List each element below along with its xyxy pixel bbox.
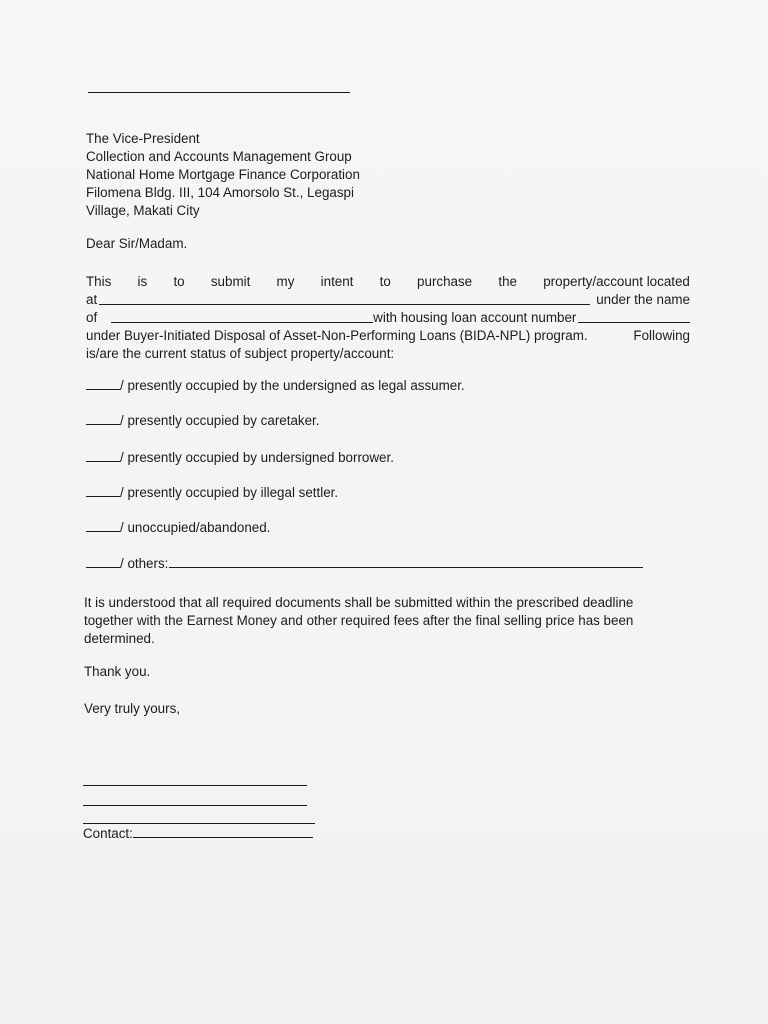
recipient-group: Collection and Accounts Management Group — [86, 149, 352, 164]
option-borrower[interactable]: / presently occupied by undersigned borrower. — [86, 450, 394, 465]
intent-line1: This is to submit my intent to purchase the property/account located — [86, 274, 690, 289]
contact-field[interactable] — [83, 826, 313, 841]
recipient-title: The Vice-President — [86, 131, 200, 146]
understanding-paragraph: It is understood that all required documents shall be submitted within the prescribed deadline together with the Earnest Money and other required fees after the final selling price has been determined. — [84, 595, 634, 646]
intent-paragraph — [86, 273, 690, 363]
checkbox-blank[interactable] — [86, 424, 120, 425]
recipient-address-line1: Filomena Bldg. III, 104 Amorsolo St., Legaspi — [86, 185, 354, 200]
intent-line5: is/are the current status of subject property/account: — [86, 346, 395, 361]
account-number-blank[interactable] — [578, 322, 690, 323]
option-others[interactable]: / others: — [86, 556, 643, 571]
others-specify-blank[interactable] — [169, 567, 643, 568]
date-line[interactable] — [88, 80, 350, 93]
intent-line3: of with housing loan account number — [86, 309, 690, 327]
checkbox-blank[interactable] — [86, 496, 120, 497]
account-name-blank[interactable] — [111, 309, 373, 323]
checkbox-blank[interactable] — [86, 389, 120, 390]
recipient-address — [86, 130, 360, 220]
option-illegal-settler[interactable]: / presently occupied by illegal settler. — [86, 485, 338, 500]
option-unoccupied[interactable]: / unoccupied/abandoned. — [86, 520, 270, 535]
checkbox-blank[interactable] — [86, 567, 120, 568]
intent-line4: under Buyer-Initiated Disposal of Asset-Non-Performing Loans (BIDA-NPL) program. Following — [86, 328, 690, 343]
checkbox-blank[interactable] — [86, 531, 120, 532]
contact-label: Contact: — [83, 826, 133, 841]
contact-blank[interactable] — [133, 837, 313, 838]
option-legal-assumer[interactable]: / presently occupied by the undersigned as legal assumer. — [86, 378, 465, 393]
address-line[interactable] — [83, 822, 315, 824]
printed-name-line[interactable] — [83, 804, 307, 806]
recipient-corporation: National Home Mortgage Finance Corporation — [86, 167, 360, 182]
recipient-address-line2: Village, Makati City — [86, 203, 200, 218]
property-location-blank[interactable] — [99, 304, 590, 305]
salutation: Dear Sir/Madam. — [86, 236, 188, 251]
signature-line[interactable] — [83, 784, 307, 786]
checkbox-blank[interactable] — [86, 461, 120, 462]
option-caretaker[interactable]: / presently occupied by caretaker. — [86, 413, 319, 428]
intent-line2: at under the name — [86, 292, 690, 307]
complimentary-close: Very truly yours, — [84, 701, 180, 716]
thank-you: Thank you. — [84, 664, 151, 679]
